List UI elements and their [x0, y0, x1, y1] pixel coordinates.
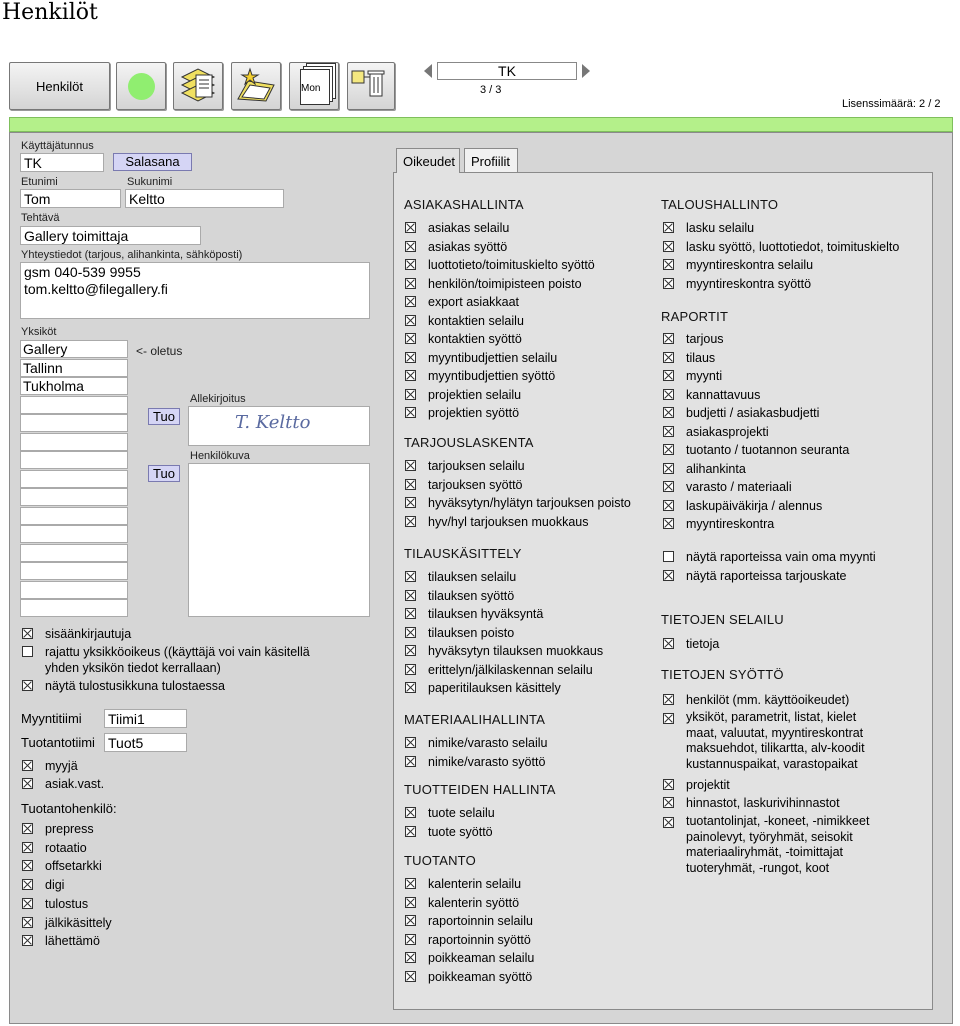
checkbox-label: myyntibudjettien syöttö [428, 369, 556, 383]
checkbox-icon [22, 898, 33, 909]
checkbox-label: tuote selailu [428, 806, 495, 820]
checkbox-label: kontaktien selailu [428, 313, 524, 328]
checkbox-label: asiakas selailu [428, 221, 510, 235]
password-button[interactable]: Salasana [113, 153, 192, 171]
unit-row[interactable]: Gallery [20, 340, 128, 358]
checkbox-label: tarjouksen selailu [428, 459, 525, 473]
right-checkbox[interactable] [405, 679, 561, 697]
documents-button[interactable] [173, 62, 223, 110]
contact-line: tom.keltto@filegallery.fi [24, 281, 168, 297]
checkbox-icon [405, 971, 416, 982]
checkbox-label: raportoinnin selailu [428, 914, 533, 928]
right-checkbox[interactable] [405, 219, 509, 237]
checkbox-label: henkilöt (mm. käyttöoikeudet) [686, 693, 850, 707]
mon-label: Mon [301, 83, 321, 94]
checkbox-icon [663, 426, 674, 437]
checkbox-icon [405, 756, 416, 767]
checkbox-label: rotaatio [45, 840, 87, 855]
right-checkbox[interactable] [663, 814, 870, 878]
checkbox-icon [663, 797, 674, 808]
unit-row[interactable] [20, 507, 128, 525]
lastname-label: Sukunimi [127, 176, 173, 188]
checkbox-icon [22, 860, 33, 871]
status-circle-icon [128, 73, 155, 100]
checkbox-icon [663, 518, 674, 529]
report-checkbox[interactable] [663, 330, 724, 348]
record-name-field[interactable]: TK [437, 62, 577, 80]
lastname-field[interactable]: Keltto [125, 189, 284, 208]
section-title: TIETOJEN SELAILU [661, 612, 784, 627]
right-checkbox[interactable] [663, 219, 754, 237]
seller-checkbox[interactable] [22, 757, 78, 775]
checkbox-label: lähettämö [45, 934, 100, 949]
checkbox-label: luottotieto/toimituskielto syöttö [428, 258, 595, 272]
checkbox-icon [405, 897, 416, 908]
checkbox-icon [22, 917, 33, 928]
report-checkbox[interactable] [663, 349, 715, 367]
report-checkbox[interactable] [663, 441, 849, 459]
checkbox-icon [22, 842, 33, 853]
checkbox-icon [663, 551, 674, 562]
checkbox-label: prepress [45, 822, 94, 836]
checkbox-label: poikkeaman selailu [428, 951, 535, 965]
checkbox-icon [405, 460, 416, 471]
checkbox-icon [405, 645, 416, 656]
checkbox-icon [405, 571, 416, 582]
license-count: Lisenssimäärä: 2 / 2 [842, 98, 941, 110]
report-checkbox[interactable] [663, 460, 746, 478]
sales-team-field[interactable]: Tiimi1 [104, 709, 187, 728]
checkbox-icon [405, 737, 416, 748]
record-position: 3 / 3 [480, 84, 502, 96]
checkbox-label: export asiakkaat [428, 295, 520, 309]
checkbox-label: alihankinta [686, 461, 746, 476]
right-checkbox[interactable] [663, 794, 840, 812]
checkbox-label: kalenterin selailu [428, 877, 522, 891]
prod-person-checkbox[interactable] [22, 932, 100, 950]
checkbox-label: lasku syöttö, luottotiedot, toimituskielto [686, 240, 900, 254]
prod-person-checkbox[interactable] [22, 895, 88, 913]
checkbox-icon [405, 296, 416, 307]
firstname-label: Etunimi [21, 176, 58, 188]
checkbox-label: myyntireskontra selailu [686, 258, 814, 272]
checkbox-icon [405, 278, 416, 289]
checkbox-label: asiakasprojekti [686, 424, 769, 439]
checkbox-label: näytä raporteissa vain oma myynti [686, 550, 876, 564]
checkbox-label: jälkikäsittely [45, 915, 112, 930]
checkbox-icon [405, 407, 416, 418]
checkbox-icon [405, 878, 416, 889]
new-button[interactable] [231, 62, 281, 110]
right-checkbox[interactable] [405, 238, 507, 256]
checkbox-label: sisäänkirjautuja [45, 627, 132, 641]
right-checkbox[interactable] [663, 776, 730, 794]
mon-button[interactable] [289, 62, 339, 110]
right-checkbox[interactable] [405, 568, 516, 586]
checkbox-icon [663, 389, 674, 400]
tab-profiilit[interactable]: Profiilit [464, 148, 518, 173]
right-checkbox[interactable] [405, 494, 631, 512]
checkbox-label: nimike/varasto syöttö [428, 754, 546, 769]
checkbox-label: tuotanto / tuotannon seuranta [686, 443, 850, 457]
checkbox-icon [663, 278, 674, 289]
checkbox-label: projektien syöttö [428, 406, 520, 420]
unit-row[interactable] [20, 470, 128, 488]
unit-row[interactable]: Tallinn [20, 359, 128, 377]
new-item-icon [232, 63, 280, 109]
login-user-checkbox[interactable] [22, 625, 131, 643]
checkbox-icon [405, 807, 416, 818]
checkbox-label: erittelyn/jälkilaskennan selailu [428, 662, 593, 677]
trash-icon [348, 63, 394, 109]
report-checkbox[interactable] [663, 404, 819, 422]
import-photo-button[interactable]: Tuo [148, 465, 180, 482]
checkbox-icon [405, 627, 416, 638]
checkbox-label: raportoinnin syöttö [428, 932, 531, 947]
status-button[interactable] [116, 62, 166, 110]
checkbox-icon [405, 952, 416, 963]
photo-label: Henkilökuva [190, 450, 250, 462]
checkbox-icon [663, 241, 674, 252]
unit-row[interactable] [20, 562, 128, 580]
unit-row[interactable] [20, 396, 128, 414]
checkbox-icon [405, 479, 416, 490]
checkbox-label: rajattu yksikköoikeus ((käyttäjä voi vain käsitellä [45, 645, 310, 659]
checkbox-label: yhden yksikön tiedot kerrallaan) [45, 661, 221, 675]
prod-team-label: Tuotantotiimi [21, 735, 95, 750]
checkbox-label: asiak.vast. [45, 777, 105, 791]
section-title: RAPORTIT [661, 309, 729, 324]
section-title: TUOTTEIDEN HALLINTA [404, 782, 556, 797]
section-title: MATERIAALIHALLINTA [404, 712, 546, 727]
right-checkbox[interactable] [405, 875, 521, 893]
checkbox-icon [663, 694, 674, 705]
section-title: ASIAKASHALLINTA [404, 197, 524, 212]
report-checkbox[interactable] [663, 515, 774, 533]
checkbox-label: laskupäiväkirja / alennus [686, 498, 823, 513]
prod-person-checkbox[interactable] [22, 820, 94, 838]
checkbox-icon [22, 680, 33, 691]
right-checkbox[interactable] [405, 312, 524, 330]
right-checkbox[interactable] [405, 823, 493, 841]
show-print-dialog-checkbox[interactable] [22, 677, 225, 695]
restricted-unit-checkbox[interactable] [22, 643, 310, 677]
import-signature-button[interactable]: Tuo [148, 408, 180, 425]
checkbox-icon [663, 817, 674, 828]
unit-row[interactable] [20, 525, 128, 543]
checkbox-label: tietoja [686, 637, 720, 651]
checkbox-icon [405, 682, 416, 693]
task-label: Tehtävä [21, 212, 60, 224]
right-checkbox[interactable] [405, 968, 532, 986]
checkbox-label: asiakas syöttö [428, 239, 508, 254]
checkbox-icon [405, 241, 416, 252]
prod-person-checkbox[interactable] [22, 857, 102, 875]
checkbox-label: kontaktien syöttö [428, 332, 522, 346]
unit-row[interactable]: Tukholma [20, 377, 128, 395]
contact-textarea[interactable] [20, 262, 370, 319]
checkbox-label: kalenterin syöttö [428, 895, 520, 910]
delete-button[interactable] [347, 62, 395, 110]
checkbox-icon [663, 638, 674, 649]
prod-team-field[interactable]: Tuot5 [104, 733, 187, 752]
checkbox-icon [22, 646, 33, 657]
checkbox-label: offsetarkki [45, 859, 102, 874]
checkbox-icon [405, 497, 416, 508]
checkbox-icon [663, 570, 674, 581]
report-checkbox[interactable] [663, 478, 792, 496]
units-label: Yksiköt [21, 326, 57, 338]
checkbox-icon [663, 333, 674, 344]
prod-person-label: Tuotantohenkilö: [21, 801, 117, 816]
unit-row[interactable] [20, 581, 128, 599]
right-checkbox[interactable] [405, 275, 582, 293]
checkbox-label: lasku selailu [686, 221, 755, 235]
checkbox-icon [22, 879, 33, 890]
contact-label: Yhteystiedot (tarjous, alihankinta, sähköposti) [21, 249, 243, 261]
right-checkbox[interactable] [663, 238, 899, 256]
section-title: TALOUSHALLINTO [661, 197, 779, 212]
checkbox-label: hyväksytyn tilauksen muokkaus [428, 644, 604, 658]
checkbox-label: myyntibudjettien selailu [428, 350, 558, 365]
next-arrow-icon[interactable] [582, 64, 590, 78]
checkbox-label: myyjä [45, 759, 78, 773]
tab-oikeudet[interactable]: Oikeudet [396, 148, 460, 173]
right-checkbox[interactable] [405, 367, 555, 385]
right-checkbox[interactable] [663, 710, 865, 774]
task-field[interactable]: Gallery toimittaja [20, 226, 201, 245]
checkbox-label: tilaus [686, 350, 716, 365]
checkbox-icon [663, 259, 674, 270]
right-checkbox[interactable] [405, 661, 593, 679]
status-bar [9, 117, 953, 132]
checkbox-icon [405, 516, 416, 527]
checkbox-label: yksiköt, parametrit, listat, kielet maat, valuutat, myyntireskontrat maksuehdot, tilikartta, alv-koodit kustannuspaikat, varastopaikat [686, 710, 865, 771]
checkbox-icon [405, 664, 416, 675]
signature-image: T. Keltto [235, 412, 311, 433]
unit-row[interactable] [20, 488, 128, 506]
section-title: TILAUSKÄSITTELY [404, 546, 522, 561]
checkbox-label: tulostus [45, 896, 89, 911]
unit-row[interactable] [20, 451, 128, 469]
right-checkbox[interactable] [405, 931, 531, 949]
checkbox-icon [405, 934, 416, 945]
checkbox-label: paperitilauksen käsittely [428, 681, 561, 695]
right-checkbox[interactable] [405, 753, 545, 771]
right-checkbox[interactable] [405, 912, 533, 930]
checkbox-label: myynti [686, 369, 723, 383]
prod-person-checkbox[interactable] [22, 914, 112, 932]
right-checkbox[interactable] [405, 330, 522, 348]
checkbox-icon [663, 407, 674, 418]
checkbox-icon [405, 352, 416, 363]
unit-row[interactable] [20, 414, 128, 432]
right-checkbox[interactable] [405, 293, 519, 311]
checkbox-icon [405, 608, 416, 619]
sales-team-label: Myyntitiimi [21, 711, 82, 726]
right-checkbox[interactable] [405, 457, 525, 475]
unit-row[interactable] [20, 433, 128, 451]
report-checkbox[interactable] [663, 386, 760, 404]
checkbox-label: kannattavuus [686, 387, 761, 402]
right-checkbox[interactable] [405, 894, 519, 912]
right-checkbox[interactable] [405, 949, 534, 967]
right-checkbox[interactable] [405, 513, 589, 531]
customer-resp-checkbox[interactable] [22, 775, 104, 793]
checkbox-icon [663, 370, 674, 381]
documents-icon [174, 63, 222, 109]
checkbox-icon [663, 463, 674, 474]
checkbox-label: hinnastot, laskurivihinnastot [686, 796, 840, 810]
checkbox-label: hyv/hyl tarjouksen muokkaus [428, 514, 589, 529]
checkbox-label: näytä tulostusikkuna tulostaessa [45, 679, 225, 693]
offer-margin-checkbox[interactable] [663, 567, 847, 585]
checkbox-icon [22, 778, 33, 789]
right-checkbox[interactable] [405, 605, 543, 623]
right-checkbox[interactable] [405, 404, 519, 422]
right-checkbox[interactable] [405, 386, 521, 404]
checkbox-label: myyntireskontra syöttö [686, 277, 812, 291]
checkbox-label: tilauksen syöttö [428, 588, 515, 603]
contact-line: gsm 040-539 9955 [24, 264, 141, 280]
report-checkbox[interactable] [663, 367, 722, 385]
checkbox-label: nimike/varasto selailu [428, 736, 548, 750]
checkbox-label: tilauksen selailu [428, 570, 517, 584]
right-checkbox[interactable] [663, 691, 849, 709]
page-title: Henkilöt [2, 0, 98, 25]
henkilot-button[interactable]: Henkilöt [9, 62, 110, 110]
section-title: TARJOUSLASKENTA [404, 435, 534, 450]
checkbox-icon [405, 389, 416, 400]
right-checkbox[interactable] [405, 587, 514, 605]
checkbox-label: tuotantolinjat, -koneet, -nimikkeet painolevyt, työryhmät, seisokit materiaaliryhmät, -toimittajat tuoteryhmät, -rungot, koot [686, 814, 870, 875]
checkbox-icon [405, 915, 416, 926]
checkbox-icon [663, 444, 674, 455]
signature-label: Allekirjoitus [190, 393, 246, 405]
checkbox-icon [22, 760, 33, 771]
checkbox-icon [663, 713, 674, 724]
right-checkbox[interactable] [405, 642, 603, 660]
right-checkbox[interactable] [405, 349, 557, 367]
checkbox-label: projektit [686, 778, 730, 792]
username-field[interactable]: TK [20, 153, 104, 172]
report-checkbox[interactable] [663, 423, 769, 441]
checkbox-icon [663, 481, 674, 492]
right-checkbox[interactable] [405, 476, 523, 494]
right-checkbox[interactable] [405, 256, 595, 274]
section-title: TIETOJEN SYÖTTÖ [661, 667, 784, 682]
checkbox-label: myyntireskontra [686, 517, 775, 531]
report-checkbox[interactable] [663, 497, 822, 515]
checkbox-icon [22, 628, 33, 639]
checkbox-icon [663, 352, 674, 363]
checkbox-icon [405, 315, 416, 326]
unit-row[interactable] [20, 599, 128, 617]
checkbox-label: tuote syöttö [428, 824, 493, 839]
unit-row[interactable] [20, 544, 128, 562]
own-sales-checkbox[interactable] [663, 548, 876, 566]
checkbox-icon [405, 222, 416, 233]
firstname-field[interactable]: Tom [20, 189, 121, 208]
checkbox-label: budjetti / asiakasbudjetti [686, 406, 820, 420]
checkbox-icon [405, 370, 416, 381]
checkbox-icon [405, 333, 416, 344]
checkbox-label: digi [45, 878, 65, 893]
signature-box [188, 406, 370, 446]
username-label: Käyttäjätunnus [21, 140, 94, 152]
checkbox-label: henkilön/toimipisteen poisto [428, 276, 582, 291]
checkbox-label: hyväksytyn/hylätyn tarjouksen poisto [428, 496, 631, 510]
checkbox-label: tarjous [686, 332, 724, 346]
checkbox-icon [663, 779, 674, 790]
checkbox-icon [22, 935, 33, 946]
prod-person-checkbox[interactable] [22, 839, 87, 857]
checkbox-label: tilauksen poisto [428, 625, 515, 640]
prod-person-checkbox[interactable] [22, 876, 64, 894]
checkbox-icon [663, 222, 674, 233]
right-checkbox[interactable] [405, 734, 548, 752]
checkbox-label: projektien selailu [428, 387, 522, 402]
default-marker: <- oletus [136, 344, 183, 358]
checkbox-label: poikkeaman syöttö [428, 969, 533, 984]
right-checkbox[interactable] [663, 256, 813, 274]
checkbox-icon [663, 500, 674, 511]
checkbox-icon [405, 590, 416, 601]
checkbox-label: tilauksen hyväksyntä [428, 607, 544, 621]
right-checkbox[interactable] [663, 635, 719, 653]
photo-box [188, 463, 370, 617]
right-checkbox[interactable] [663, 275, 811, 293]
checkbox-label: näytä raporteissa tarjouskate [686, 569, 847, 583]
checkbox-icon [405, 259, 416, 270]
section-title: TUOTANTO [404, 853, 476, 868]
right-checkbox[interactable] [405, 624, 514, 642]
right-checkbox[interactable] [405, 804, 495, 822]
prev-arrow-icon[interactable] [424, 64, 432, 78]
checkbox-icon [22, 823, 33, 834]
checkbox-label: tarjouksen syöttö [428, 477, 523, 492]
checkbox-label: varasto / materiaali [686, 480, 792, 494]
checkbox-icon [405, 826, 416, 837]
